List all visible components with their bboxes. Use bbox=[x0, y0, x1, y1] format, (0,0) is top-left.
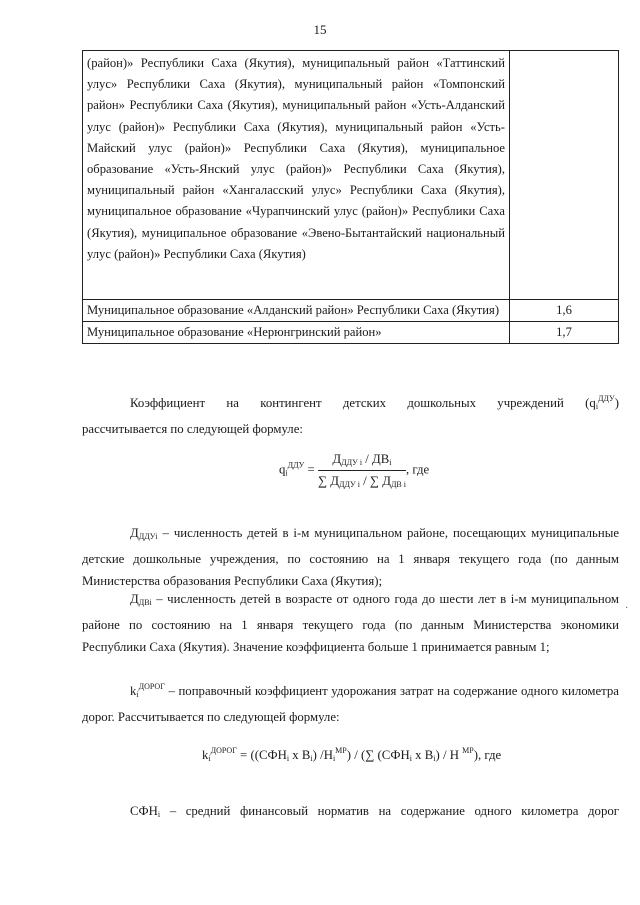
def-dddu-paragraph bbox=[82, 522, 619, 592]
def-symbol-sub: i bbox=[157, 810, 161, 819]
formula-denominator bbox=[318, 471, 406, 489]
num-b-sub: i bbox=[389, 458, 392, 467]
municipality-cell: (район)» Республики Саха (Якутия), муниципальный район «Таттинский улус» Республики Саха (Якутия), муниципальный район «Томпонский район» Республики Саха (Якутия), муниципальный район «Усть-Алданский улус (район)» Республики Саха (Якутия), муниципальный район «Усть-Майский улус (район)» Республики Саха (Якутия), муниципальное образование «Усть-Янский улус (район)» Республики Саха (Якутия), муниципальный район «Хангаласский улус» Республики Саха (Якутия), муниципальное образование «Чурапчинский улус (район)» Республики Саха (Якутия), муниципальное образование «Эвено-Бытантайский национальный улус (район)» Республики Саха (Якутия) bbox=[83, 51, 510, 300]
kdorog-formula bbox=[202, 746, 501, 763]
num-mid: / ДВ bbox=[362, 452, 390, 466]
den-mid: / ∑ Д bbox=[359, 474, 391, 488]
f2-p6: МР bbox=[462, 746, 474, 755]
formula-lhs: q bbox=[279, 462, 286, 477]
f2-k: k bbox=[202, 748, 209, 762]
f2-s5: i bbox=[433, 754, 436, 763]
def-symbol: k bbox=[130, 684, 137, 698]
formula-equals: = bbox=[304, 462, 318, 477]
table-row bbox=[83, 322, 619, 344]
ddu-intro-line2: рассчитывается по следующей формуле: bbox=[82, 422, 303, 436]
ddu-intro-text: Коэффициент на контингент детских дошкольных учреждений (q bbox=[130, 396, 596, 410]
def-symbol-sub: i bbox=[136, 690, 139, 699]
coefficient-cell: 1,7 bbox=[510, 322, 619, 344]
formula-lhs-sub: i bbox=[285, 468, 288, 478]
municipality-cell: Муниципальное образование «Нерюнгринский район» bbox=[83, 322, 510, 344]
num-a: Д bbox=[332, 452, 342, 466]
def-sfn-paragraph bbox=[82, 800, 619, 826]
formula-numerator bbox=[318, 452, 406, 471]
ddu-sub: i bbox=[595, 402, 599, 411]
den-b-sub: ДВ i bbox=[390, 480, 406, 489]
ddu-close: ) bbox=[614, 396, 619, 410]
def-text: – численность детей в i-м муниципальном районе, посещающих муниципальные детские дошкольные учреждения, по состоянию на 1 января текущего года (по данным Министерства образования Республики Саха (Якутия); bbox=[82, 526, 619, 588]
table-row bbox=[83, 51, 619, 300]
ddu-sup: ДДУ bbox=[598, 394, 615, 403]
def-text: – численность детей в возрасте от одного года до шести лет в i-м муниципальном районе по состоянию на 1 января текущего года (по данным Министерства экономики Республики Саха (Якутия). Значение коэффициента больше 1 принимается равным 1; bbox=[82, 592, 619, 654]
coefficient-cell bbox=[510, 51, 619, 300]
def-symbol: Д bbox=[130, 592, 139, 606]
ddu-formula bbox=[279, 452, 429, 489]
f2-s3: i bbox=[332, 754, 336, 763]
f2-p3: МР bbox=[335, 746, 347, 755]
f2-s1: i bbox=[286, 754, 290, 763]
f2-s2: i bbox=[310, 754, 313, 763]
den-a: ∑ Д bbox=[317, 474, 340, 488]
f2-t2: х В bbox=[289, 748, 311, 762]
def-ddv-paragraph bbox=[82, 588, 619, 658]
municipality-cell: Муниципальное образование «Алданский район» Республики Саха (Якутия) bbox=[83, 300, 510, 322]
f2-t6: ) / Н bbox=[435, 748, 463, 762]
coefficient-cell: 1,6 bbox=[510, 300, 619, 322]
def-symbol-sub: ДВi bbox=[138, 598, 152, 607]
f2-k-sup: ДОРОГ bbox=[210, 746, 237, 755]
formula-lhs-sup: ДДУ bbox=[287, 460, 305, 470]
margin-mark: · bbox=[625, 603, 629, 614]
f2-t3: ) /Н bbox=[312, 748, 333, 762]
num-a-sub: ДДУ i bbox=[341, 458, 363, 467]
table-row bbox=[83, 300, 619, 322]
f2-k-sub: i bbox=[208, 754, 211, 763]
ddu-intro-paragraph bbox=[82, 388, 619, 440]
def-kdorog-paragraph bbox=[82, 676, 619, 728]
def-text: – средний финансовый норматив на содержание одного километра дорог bbox=[160, 804, 619, 818]
def-text: – поправочный коэффициент удорожания затрат на содержание одного километра дорог. Рассчитывается по следующей формуле: bbox=[82, 684, 619, 724]
f2-s4: i bbox=[409, 754, 412, 763]
def-symbol: СФН bbox=[130, 804, 158, 818]
def-symbol-sup: ДОРОГ bbox=[138, 682, 165, 691]
def-symbol: Д bbox=[130, 526, 139, 540]
f2-t5: х В bbox=[411, 748, 434, 762]
formula-fraction bbox=[318, 452, 406, 489]
f2-t4: ) / (∑ (СФН bbox=[346, 748, 410, 762]
page-number: 15 bbox=[313, 22, 327, 37]
f2-t7: ), где bbox=[473, 748, 502, 762]
coefficient-table bbox=[82, 50, 619, 344]
den-a-sub: ДДУ i bbox=[339, 480, 360, 489]
formula-tail: , где bbox=[405, 462, 430, 477]
def-symbol-sub: ДДУi bbox=[138, 532, 158, 541]
f2-t1: = ((СФН bbox=[236, 748, 287, 762]
